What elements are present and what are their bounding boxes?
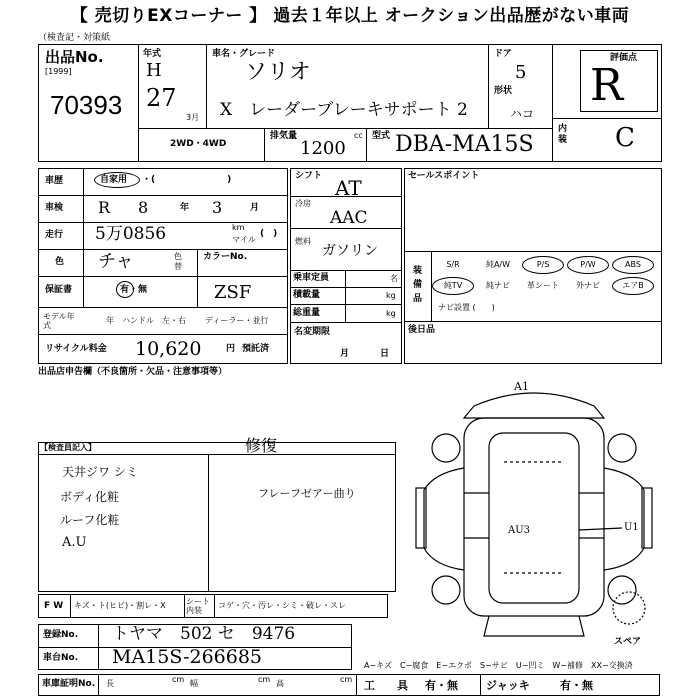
fuel-label: 燃料 xyxy=(295,237,311,246)
cert-char-1: 長 xyxy=(106,679,114,688)
capacity-label: 乗車定員 xyxy=(293,273,330,283)
declaration-label: 出品店申告欄（不良箇所・欠品・注意事項等） xyxy=(38,367,228,377)
diagram-label-u1: U1 xyxy=(624,522,639,533)
displacement-label: 排気量 xyxy=(270,131,298,141)
diagram-label-a1: A1 xyxy=(514,380,529,393)
fw-items: キズ・ト(ヒビ)・割レ・X xyxy=(74,601,166,610)
equipment-item: 純ナビ xyxy=(486,281,510,290)
inspection-year-unit: 年 xyxy=(180,203,190,213)
cert-char-4: cm xyxy=(258,675,271,684)
ac-label: 冷房 xyxy=(295,199,311,208)
recycle-status: 預託済 xyxy=(242,344,270,354)
color-no-value: ZSF xyxy=(214,282,252,303)
registration-label: 登録No. xyxy=(43,630,79,640)
cert-char-3: 幅 xyxy=(190,679,198,688)
displacement-value: 1200 xyxy=(300,138,346,159)
tools-options: 有・無 xyxy=(425,679,458,692)
model-grade: X レーダーブレーキサポート 2 xyxy=(220,100,468,120)
warranty-options: 有・無 xyxy=(120,285,148,295)
color-note: 色替 xyxy=(174,252,182,271)
lot-code: [1999] xyxy=(45,67,72,76)
deadline-day: 日 xyxy=(380,349,390,359)
recycle-value: 10,620 xyxy=(135,338,202,360)
equipment-item: P/S xyxy=(522,256,564,274)
fuel-value: ガソリン xyxy=(322,243,378,259)
inspection-month: 3 xyxy=(212,198,223,217)
inspection-year: 8 xyxy=(138,198,149,217)
model-year-suffix: 年 xyxy=(106,316,114,325)
seat-label: シート内装 xyxy=(186,597,210,615)
ac-value: AAC xyxy=(330,208,368,228)
mileage-value: 5万0856 xyxy=(95,224,167,244)
shape-label: 形状 xyxy=(494,86,513,96)
year-month: 3月 xyxy=(186,113,200,122)
deadline-label: 名変期限 xyxy=(294,327,331,337)
mileage-unit-km: km xyxy=(232,223,245,232)
mileage-unit-mile: マイル xyxy=(232,235,256,244)
equipment-item: S/R xyxy=(446,260,460,269)
cert-char-6: cm xyxy=(340,675,353,684)
history-paren: ・( ) xyxy=(142,175,232,185)
lot-number: 70393 xyxy=(50,90,123,120)
tools-label: 工 具 xyxy=(364,679,408,692)
warranty-label: 保証書 xyxy=(45,285,73,295)
inspection-month-unit: 月 xyxy=(250,203,260,213)
load-label: 積載量 xyxy=(293,290,321,300)
fw-label: F W xyxy=(44,601,64,611)
score-value: R xyxy=(590,60,624,111)
equipment-label: 装備品 xyxy=(413,266,423,304)
model-label: 車名・グレード xyxy=(212,49,276,59)
shape-value: ハコ xyxy=(510,107,535,121)
interior-value: C xyxy=(615,123,635,153)
model-year-label: モデル年式 xyxy=(43,312,75,330)
mileage-label: 走行 xyxy=(45,230,64,240)
equipment-item: 純A/W xyxy=(485,260,511,269)
shift-value: AT xyxy=(335,176,362,200)
color-value: チャ xyxy=(98,251,134,272)
car-damage-diagram xyxy=(404,378,664,660)
title-banner: 【 売切りEXコーナー 】 過去１年以上 オークション出品歴がない車両 xyxy=(70,6,630,26)
diagram-label-au3: AU3 xyxy=(508,525,531,536)
year-era: H xyxy=(146,60,162,81)
year-label: 年式 xyxy=(143,49,162,59)
inspector-note-4: A.U xyxy=(62,535,87,550)
seat-items: コゲ・穴・汚レ・シミ・破レ・スレ xyxy=(218,601,346,610)
registration-value: トヤマ 502 セ 9476 xyxy=(112,624,296,644)
jack-label: ジャッキ xyxy=(486,679,530,692)
jack-options: 有・無 xyxy=(560,679,593,692)
cert-char-2: cm xyxy=(172,675,185,684)
equipment-item: 革シート xyxy=(527,281,559,290)
equipment-item: 外ナビ xyxy=(576,281,600,290)
mileage-paren: ( ) xyxy=(260,229,278,239)
model-name: ソリオ xyxy=(245,60,311,85)
drive-label: 2WD・4WD xyxy=(170,139,227,149)
inspector-note-2: ボディ化粧 xyxy=(60,490,120,504)
cert-char-5: 高 xyxy=(276,679,284,688)
deadline-month: 月 xyxy=(340,349,350,359)
doors-value: 5 xyxy=(515,62,527,83)
interior-label: 内装 xyxy=(558,124,568,145)
inspector-label: 【検査員記入】 xyxy=(40,443,96,452)
model-code-value: DBA-MA15S xyxy=(395,132,534,157)
inspection-label: 車検 xyxy=(45,203,64,213)
capacity-unit: 名 xyxy=(390,274,398,283)
equipment-item: P/W xyxy=(567,256,609,274)
year-value: 27 xyxy=(146,84,177,112)
history-label: 車歴 xyxy=(45,176,64,186)
lot-label: 出品No. xyxy=(45,48,104,66)
sub-note: （検査記・対策紙 xyxy=(38,33,111,43)
color-no-label: カラーNo. xyxy=(203,252,248,262)
handle-option: ハンドル 左・右 xyxy=(122,316,186,325)
weight-label: 総重量 xyxy=(293,308,321,318)
inspector-side-note: 修復 xyxy=(245,436,278,455)
displacement-unit: cc xyxy=(354,131,363,140)
postscript-label: 後日品 xyxy=(408,325,436,335)
spare-label: スペア xyxy=(614,637,642,647)
recycle-unit: 円 xyxy=(226,344,236,354)
chassis-label: 車台No. xyxy=(43,653,79,663)
doors-label: ドア xyxy=(494,49,512,59)
inspector-note-3: ルーフ化粧 xyxy=(60,513,120,527)
inspection-era: R xyxy=(98,198,111,217)
color-label: 色 xyxy=(55,257,65,267)
equipment-item: エアB xyxy=(612,277,654,295)
cert-label: 車庫証明No. xyxy=(42,679,96,689)
equipment-item: ABS xyxy=(612,256,654,274)
recycle-label: リサイクル料金 xyxy=(45,344,107,354)
weight-unit: kg xyxy=(386,309,396,318)
model-code-label: 型式 xyxy=(372,131,391,141)
navi-label: ナビ設置 ( ) xyxy=(438,303,495,312)
dealer-option: ディーラー・並行 xyxy=(205,316,269,325)
sales-point-label: セールスポイント xyxy=(408,171,480,181)
shift-label: シフト xyxy=(295,171,323,181)
inspector-right-note: フレーフゼアー曲り xyxy=(258,487,356,500)
damage-legend: A−キズ C−腐食 E−エクボ S−サビ U−凹ミ W−補修 XX−交換済 xyxy=(364,661,633,670)
score-label: 評価点 xyxy=(610,53,638,63)
equipment-item: 純TV xyxy=(432,277,474,295)
inspector-note-1: 天井ジワ シミ xyxy=(62,465,138,479)
load-unit: kg xyxy=(386,291,396,300)
chassis-value: MA15S-266685 xyxy=(112,646,263,668)
history-value: 自家用 xyxy=(100,175,128,185)
